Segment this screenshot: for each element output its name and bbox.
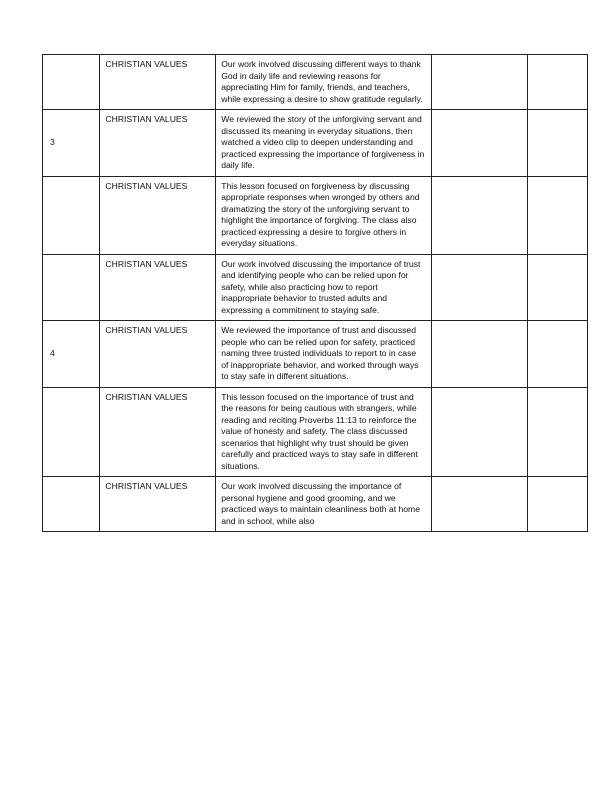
description-cell: [216, 110, 432, 177]
week-number: 4: [50, 348, 55, 358]
subject-cell: [100, 321, 216, 388]
week-number: 3: [50, 137, 55, 147]
description-cell: [216, 254, 432, 321]
subject-label: CHRISTIAN VALUES: [105, 391, 188, 402]
table-row: [43, 110, 588, 177]
subject-label: CHRISTIAN VALUES: [105, 59, 188, 69]
subject-label: CHRISTIAN VALUES: [105, 481, 188, 491]
empty-cell: [527, 477, 587, 532]
empty-cell: [527, 387, 587, 477]
empty-cell: [527, 55, 587, 110]
lesson-description: Our work involved discussing different ways to thank God in daily life and reviewing reasons for appreciating Him for family, friends, and teachers, while expressing a desire to show gratitude regularly.: [221, 59, 423, 104]
empty-cell: [527, 110, 587, 177]
table-row: [43, 55, 588, 110]
empty-cell: [431, 110, 527, 177]
description-cell: [216, 477, 432, 532]
subject-label: CHRISTIAN VALUES: [105, 114, 188, 124]
subject-label: CHRISTIAN VALUES: [105, 258, 188, 269]
lesson-description: We reviewed the story of the unforgiving servant and discussed its meaning in everyday situations, then watched a video clip to deepen understanding and practiced expressing the importance of forgiveness in daily life.: [221, 114, 425, 170]
lesson-description: This lesson focused on the importance of trust and the reasons for being cautious with strangers, while reading and reciting Proverbs 11:13 to reinforce the value of honesty and safety. The class discussed scenarios that highlight why trust should be given carefully and practiced ways to stay safe in different situations.: [221, 391, 418, 471]
subject-cell: [100, 477, 216, 532]
week-cell: [43, 176, 100, 254]
empty-cell: [431, 176, 527, 254]
week-cell: [43, 254, 100, 321]
subject-label: CHRISTIAN VALUES: [105, 180, 188, 191]
table-row: [43, 477, 588, 532]
empty-cell: [431, 321, 527, 388]
week-cell: [43, 55, 100, 110]
description-cell: [216, 55, 432, 110]
subject-cell: [100, 387, 216, 477]
table-row: [43, 176, 588, 254]
lesson-description: Our work involved discussing the importance of personal hygiene and good grooming, and we practiced ways to maintain cleanliness both at home and in school, while also: [221, 481, 420, 526]
description-cell: [216, 176, 432, 254]
week-cell: [43, 387, 100, 477]
lesson-table: [42, 54, 588, 532]
week-cell: [43, 321, 100, 388]
empty-cell: [431, 55, 527, 110]
empty-cell: [527, 176, 587, 254]
empty-cell: [431, 387, 527, 477]
lesson-description: This lesson focused on forgiveness by discussing appropriate responses when wronged by others and dramatizing the story of the unforgiving servant to highlight the importance of forgiving. The class also practiced expressing a desire to forgive others in everyday situations.: [221, 180, 420, 248]
empty-cell: [431, 477, 527, 532]
week-cell: [43, 477, 100, 532]
lesson-description: We reviewed the importance of trust and discussed people who can be relied upon for safety, practiced naming three trusted individuals to report to in case of inappropriate behavior, and worked through ways to stay safe in different situations.: [221, 325, 419, 381]
subject-cell: [100, 55, 216, 110]
subject-label: CHRISTIAN VALUES: [105, 325, 188, 335]
empty-cell: [527, 321, 587, 388]
subject-cell: [100, 176, 216, 254]
table-row: [43, 254, 588, 321]
table-row: [43, 321, 588, 388]
table-row: [43, 387, 588, 477]
empty-cell: [431, 254, 527, 321]
description-cell: [216, 387, 432, 477]
subject-cell: [100, 254, 216, 321]
empty-cell: [527, 254, 587, 321]
description-cell: [216, 321, 432, 388]
subject-cell: [100, 110, 216, 177]
lesson-description: Our work involved discussing the importance of trust and identifying people who can be relied upon for safety, while also practicing how to report inappropriate behavior to trusted adults and expressing a commitment to staying safe.: [221, 258, 421, 315]
week-cell: [43, 110, 100, 177]
